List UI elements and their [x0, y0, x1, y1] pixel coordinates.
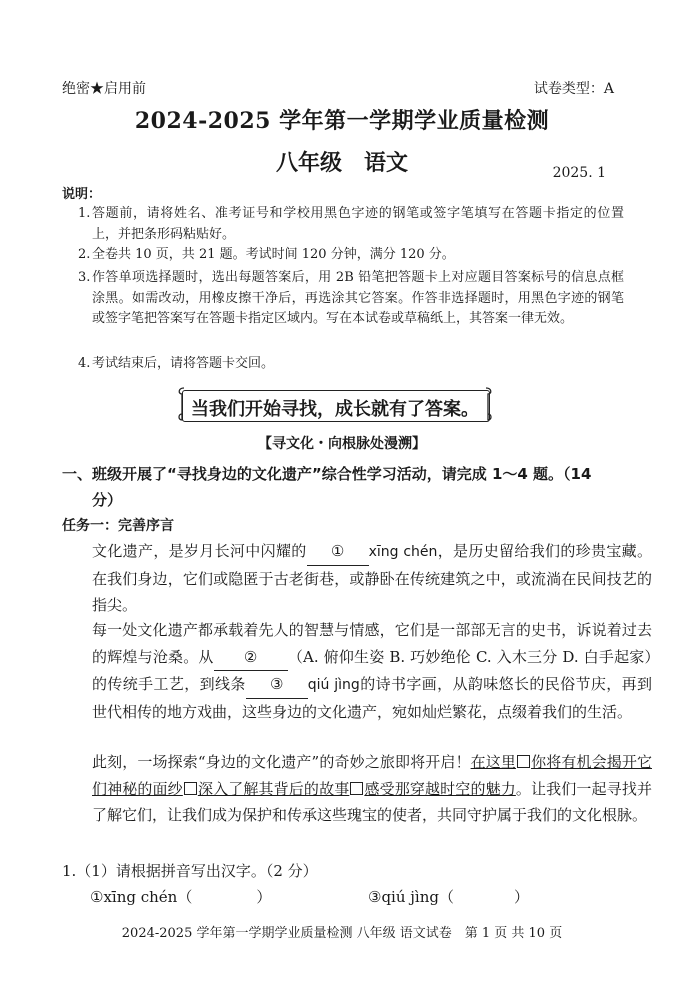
instruction-item [78, 204, 624, 245]
punctuation-box [184, 782, 197, 795]
underlined-phrase: 深入了解其背后的故事 [197, 779, 350, 798]
blank-2: ② [214, 644, 288, 672]
answer-label: ①xīng chén（ [90, 888, 193, 906]
passage-paragraph-3 [62, 749, 652, 829]
answer-close: ） [514, 888, 530, 906]
passage-options: （A. 俯仰生姿 B. 巧妙绝伦 C. 入木三分 D. 白手起家）的传统手工艺，到线条 [92, 647, 652, 693]
section-heading: 【寻文化・向根脉处漫溯】 [258, 436, 426, 452]
passage-text: 的诗书字画，从韵味悠长的民俗节庆，再到世代相传的地方戏曲，这些身边的文化遗产，宛如灿烂繁花，点缀着我们的生活。 [92, 675, 652, 721]
question-1-line: 一、班级开展了“寻找身边的文化遗产”综合性学习活动，请完成 1～4 题。（14 [62, 465, 592, 483]
instruction-item [78, 354, 624, 375]
underlined-phrase: 你将有机会揭开它们神秘的面纱 [92, 753, 652, 798]
passage-text: 文化遗产，是岁月长河中闪耀的 [92, 542, 307, 560]
question-1-1: 1.（1）请根据拼音写出汉字。（2 分） [62, 862, 318, 880]
blank-3: ③ [246, 671, 308, 699]
passage-text: 此刻，一场探索“身边的文化遗产”的奇妙之旅即将开启！ [92, 753, 471, 771]
punctuation-box [517, 755, 530, 768]
answer-close: ） [256, 888, 272, 906]
passage-text: ，是历史留给我们的珍贵宝藏。在我们身边，它们或隐匿于古老街巷，或静卧在传统建筑之中，或流淌在民间技艺的指尖。 [92, 542, 652, 614]
question-1-line: 分） [92, 491, 123, 509]
underlined-phrase: 感受那穿越时空的魅力 [364, 779, 516, 798]
passage-text: 。让我们一起寻找并了解它们，让我们成为保护和传承这些瑰宝的使者，共同守护属于我们的文化根脉。 [92, 779, 652, 824]
instruction-number: 3. [78, 270, 91, 285]
exam-title: 2024-2025 学年第一学期学业质量检测 [134, 108, 550, 134]
page-footer: 2024-2025 学年第一学期学业质量检测 八年级 语文试卷 第 1 页 共 10 页 [121, 926, 563, 941]
instruction-number: 2. [78, 247, 91, 262]
pinyin-hint: qiú jìng [307, 677, 360, 693]
question-1-heading [62, 461, 622, 513]
answer-item-1 [90, 886, 271, 907]
pinyin-hint: xīng chén [368, 544, 438, 560]
answer-label: ③qiú jìng（ [368, 888, 454, 906]
underlined-phrase: 在这里 [470, 753, 516, 771]
task-1-heading: 任务一：完善序言 [62, 518, 174, 534]
instructions-label: 说明： [62, 187, 102, 202]
exam-date: 2025. 1 [552, 165, 606, 181]
instruction-item [78, 245, 624, 266]
blank-1: ① [307, 538, 369, 566]
passage-text: 每一处文化遗产都承载着先人的智慧与情感，它们是一部部无言的史书，诉说着过去的辉煌与沧桑。从 [92, 621, 652, 666]
instruction-text: 考试结束后，请将答题卡交回。 [92, 356, 275, 371]
instruction-text: 作答单项选择题时，选出每题答案后，用 2B 铅笔把答题卡上对应题目答案标号的信息点框涂黑。如需改动，用橡皮擦干净后，再选涂其它答案。作答非选择题时，用黑色字迹的钢笔或签字笔把答案写在答题卡指定区域内。写在本试卷或草稿纸上，其答案一律无效。 [92, 270, 624, 326]
scroll-right-icon [484, 384, 494, 424]
passage-paragraph-1 [62, 538, 652, 619]
punctuation-box [350, 782, 363, 795]
exam-subject: 八年级 语文 [275, 150, 408, 176]
banner-text: 当我们开始寻找，成长就有了答案。 [191, 399, 479, 420]
instruction-text: 答题前，请将姓名、准考证号和学校用黑色字迹的钢笔或签字笔填写在答题卡指定的位置上，并把条形码粘贴好。 [92, 206, 624, 242]
instruction-item [78, 268, 624, 330]
confidential-label: 绝密★启用前 [62, 81, 146, 97]
passage-paragraph-2 [62, 617, 652, 725]
instruction-text: 全卷共 10 页，共 21 题。考试时间 120 分钟，满分 120 分。 [92, 247, 455, 262]
answer-item-3 [368, 886, 529, 907]
paper-type-label: 试卷类型：A [533, 81, 614, 97]
instruction-number: 1. [78, 206, 91, 221]
motto-banner [176, 384, 494, 424]
instruction-number: 4. [78, 356, 91, 371]
